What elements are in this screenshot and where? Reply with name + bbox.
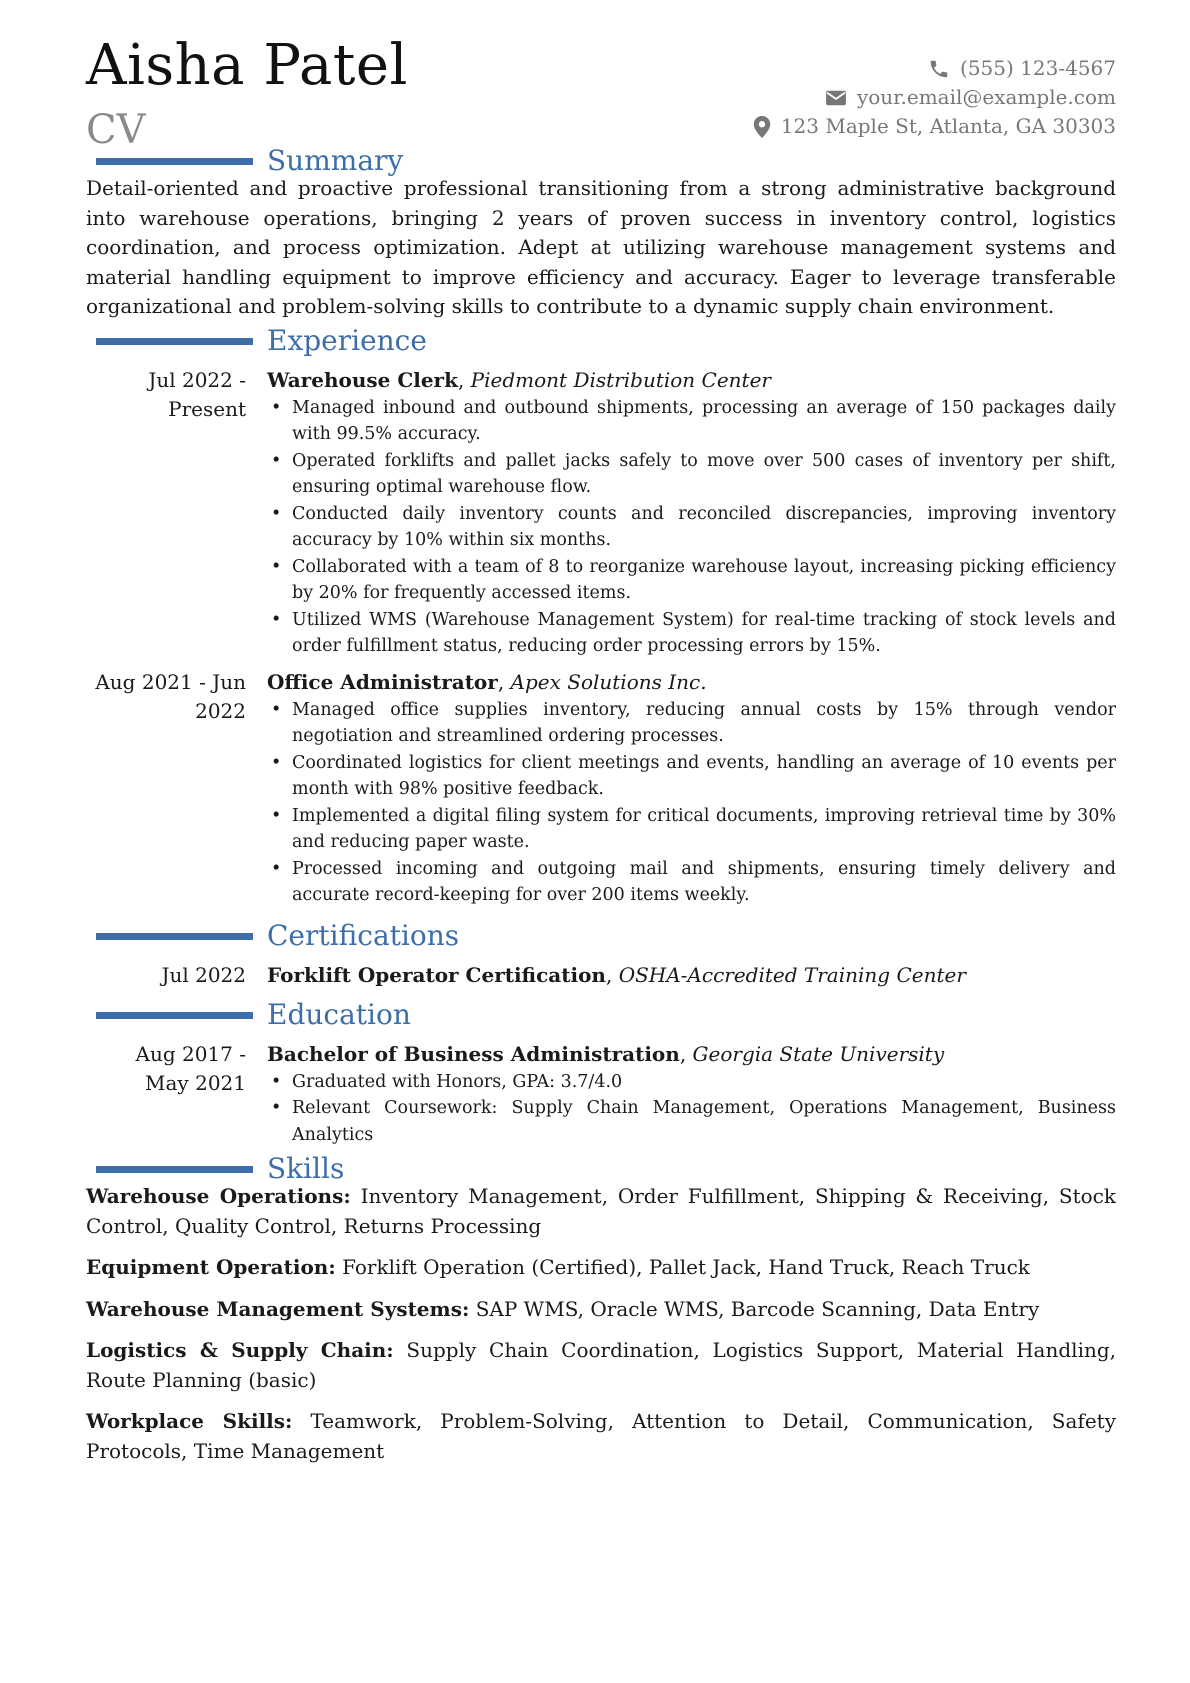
envelope-icon — [825, 89, 847, 107]
certifications-heading — [86, 919, 1116, 953]
skill-group-items: Forklift Operation (Certified), Pallet Jack, Hand Truck, Reach Truck — [342, 1255, 1030, 1279]
list-item: • Processed incoming and outgoing mail and shipments, ensuring timely delivery and accurate record-keeping for over 200 items weekly. — [267, 856, 1116, 909]
job-organization: Piedmont Distribution Center — [470, 367, 771, 392]
contact-address — [753, 112, 1116, 141]
section-title: Skills — [267, 1152, 345, 1185]
entry-date: Jul 2022 - Present — [148, 367, 246, 421]
section-title: Experience — [267, 323, 427, 357]
skill-group — [86, 1253, 1116, 1283]
school-name: Georgia State University — [692, 1041, 945, 1066]
contact-email — [753, 83, 1116, 112]
section-title: Summary — [267, 144, 404, 177]
experience-entry — [86, 366, 1116, 660]
list-item: • Implemented a digital filing system for critical documents, improving retrieval time by 30% and reducing paper waste. — [267, 803, 1116, 856]
skills-section — [86, 1152, 1116, 1466]
skill-group-items: SAP WMS, Oracle WMS, Barcode Scanning, Data Entry — [475, 1296, 1040, 1321]
certification-issuer: OSHA-Accredited Training Center — [618, 962, 966, 987]
entry-title: Warehouse Clerk, Piedmont Distribution Center — [267, 367, 771, 392]
skill-group-label: Equipment Operation: — [86, 1255, 336, 1279]
list-item: • Utilized WMS (Warehouse Management System) for real-time tracking of stock levels and order fulfillment status, reducing order processing errors by 15%. — [267, 607, 1116, 660]
skill-group — [86, 1182, 1116, 1241]
section-rule — [96, 1012, 253, 1019]
list-item: • Collaborated with a team of 8 to reorganize warehouse layout, increasing picking efficiency by 20% for frequently accessed items. — [267, 554, 1116, 607]
contact-info — [753, 54, 1116, 141]
entry-date: Jul 2022 — [161, 962, 246, 987]
phone-icon — [928, 58, 950, 80]
summary-text: Detail-oriented and proactive professional transitioning from a strong administrative background into warehouse operations, bringing 2 years of proven success in inventory control, logistics coordination, and process optimization. Adept at utilizing warehouse management systems and material handling equipment to improve efficiency and accuracy. Eager to leverage transferable organizational and problem-solving skills to contribute to a dynamic supply chain environment. — [86, 176, 1116, 318]
street-address: 123 Maple St, Atlanta, GA 30303 — [780, 114, 1116, 138]
job-role: Warehouse Clerk — [267, 367, 458, 392]
skill-group — [86, 1407, 1116, 1466]
degree-name: Bachelor of Business Administration — [267, 1041, 680, 1066]
section-title: Education — [267, 997, 411, 1031]
bullet-list — [267, 395, 1116, 660]
skill-group-label: Logistics & Supply Chain: — [86, 1338, 394, 1362]
education-heading — [86, 998, 1116, 1032]
entry-title: Bachelor of Business Administration, Georgia State University — [267, 1041, 945, 1066]
section-rule — [96, 1166, 253, 1173]
education-section — [86, 998, 1116, 1149]
certifications-section — [86, 919, 1116, 990]
section-rule — [96, 158, 253, 165]
skill-group-items: Teamwork, Problem-Solving, Attention to Detail, Communication, Safety Protocols, Time Management — [86, 1409, 1117, 1463]
list-item: • Relevant Coursework: Supply Chain Management, Operations Management, Business Analytics — [267, 1095, 1116, 1148]
certification-entry — [86, 961, 1116, 990]
list-item: • Managed office supplies inventory, reducing annual costs by 15% through vendor negotiation and streamlined ordering processes. — [267, 697, 1116, 750]
skill-group — [86, 1336, 1116, 1395]
entry-date: Aug 2021 - Jun 2022 — [95, 669, 246, 723]
entry-title: Office Administrator, Apex Solutions Inc. — [267, 669, 707, 694]
skill-group-label: Warehouse Management Systems: — [86, 1296, 470, 1321]
summary-section — [86, 144, 1116, 322]
bullet-list — [267, 1069, 1116, 1149]
skill-group-label: Warehouse Operations: — [86, 1184, 351, 1208]
section-title: Certifications — [267, 918, 460, 952]
entry-title: Forklift Operator Certification, OSHA-Accredited Training Center — [267, 962, 966, 987]
experience-section — [86, 324, 1116, 909]
skill-group-items: Inventory Management, Order Fulfillment, Shipping & Receiving, Stock Control, Quality Control, Returns Processing — [86, 1184, 1116, 1238]
candidate-name: Aisha Patel — [86, 33, 408, 98]
skills-heading — [86, 1152, 1116, 1186]
entry-date: Aug 2017 - May 2021 — [135, 1041, 246, 1095]
list-item: • Operated forklifts and pallet jacks safely to move over 500 cases of inventory per shift, ensuring optimal warehouse flow. — [267, 448, 1116, 501]
skill-group-label: Workplace Skills: — [86, 1409, 293, 1433]
skill-group-items: Supply Chain Coordination, Logistics Support, Material Handling, Route Planning (basic) — [86, 1338, 1117, 1392]
education-entry — [86, 1040, 1116, 1149]
certification-name: Forklift Operator Certification — [267, 962, 606, 987]
contact-phone — [753, 54, 1116, 83]
resume-header — [86, 0, 1116, 160]
phone-number[interactable]: (555) 123-4567 — [960, 56, 1116, 80]
resume-page — [86, 0, 1116, 1478]
list-item: • Managed inbound and outbound shipments, processing an average of 150 packages daily with 99.5% accuracy. — [267, 395, 1116, 448]
list-item: • Coordinated logistics for client meetings and events, handling an average of 10 events per month with 98% positive feedback. — [267, 750, 1116, 803]
experience-entry — [86, 668, 1116, 909]
skill-group — [86, 1295, 1116, 1325]
section-rule — [96, 933, 253, 940]
email-address[interactable]: your.email@example.com — [856, 85, 1116, 109]
list-item: • Conducted daily inventory counts and reconciled discrepancies, improving inventory accuracy by 10% within six months. — [267, 501, 1116, 554]
summary-heading — [86, 144, 1116, 178]
job-organization: Apex Solutions Inc. — [510, 669, 707, 694]
map-pin-icon — [753, 116, 771, 138]
experience-heading — [86, 324, 1116, 358]
document-subtitle: CV — [86, 107, 146, 153]
list-item: • Graduated with Honors, GPA: 3.7/4.0 — [267, 1069, 1116, 1096]
job-role: Office Administrator — [267, 669, 498, 694]
section-rule — [96, 338, 253, 345]
bullet-list — [267, 697, 1116, 909]
